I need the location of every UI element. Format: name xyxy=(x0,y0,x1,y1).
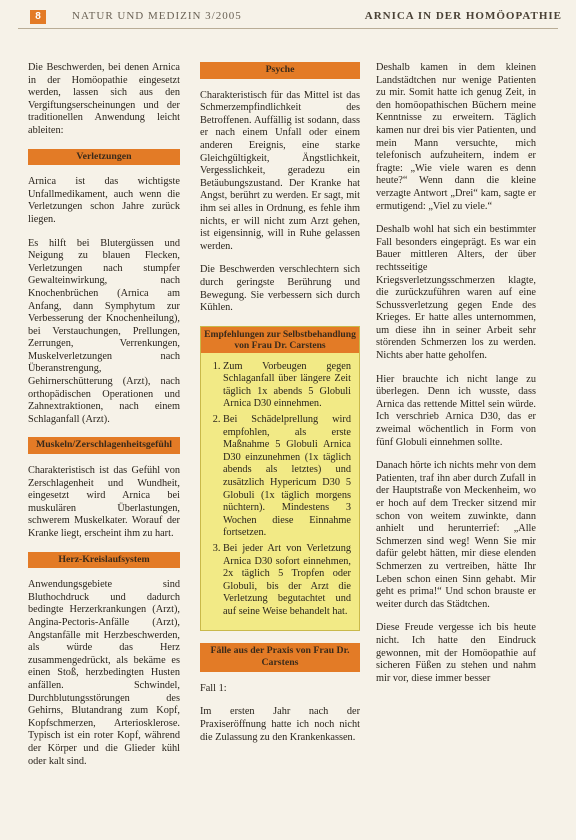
paragraph-freude: Diese Freude vergesse ich bis heute nicht. Ich hatte den Eindruck gewonnen, mit der Homöopathie auf sicheren Füßen zu stehen und nahm mir vor, diese immer besser xyxy=(376,622,536,684)
page-number: 8 xyxy=(30,10,46,24)
heading-verletzungen: Verletzungen xyxy=(28,149,180,166)
header-rule xyxy=(18,28,558,29)
column-2 xyxy=(200,62,360,755)
page-header xyxy=(0,0,576,28)
paragraph-praxis: Deshalb kamen in dem kleinen Landstädtchen nur wenige Patienten zu mir. Somit hatte ich genug Zeit, in den homöopathischen Büchern meine Kenntnisse zu erweitern. Täglich kamen nur drei bis vier Patienten, und mein Mann versuchte, mich telefonisch aufzuheitern, indem er fragte: „Wie viele waren es denn heute?“ Wenn dann die kleine verzagte Antwort „Drei“ kam, sagte er ermutigend: „Viel zu viele.“ xyxy=(376,62,536,212)
paragraph-unfall: Arnica ist das wichtigste Unfallmedikament, auch wenn die Verletzungen schon Jahre zurück liegen. xyxy=(28,176,180,225)
recommendation-list xyxy=(207,361,351,619)
paragraph-bauer: Deshalb wohl hat sich ein bestimmter Fall besonders eingeprägt. Es war ein Bauer mittleren Alters, der über rechtsseitige Kriegsverletzungsschmerzen klagte, die zurückzuführen waren auf eine Schussverletzung gegen Ende des Krieges. Er hatte alles unternommen, um diese ihn in seiner Arbeit sehr störenden Schmerzen los zu werden. Nichts aber hatte geholfen. xyxy=(376,224,536,362)
recommendation-box xyxy=(200,326,360,631)
heading-psyche: Psyche xyxy=(200,62,360,79)
heading-muskeln: Muskeln/Zerschlagenheitsgefühl xyxy=(28,437,180,454)
section-title: ARNICA IN DER HOMÖOPATHIE xyxy=(364,10,562,22)
paragraph-arnica-d30: Hier brauchte ich nicht lange zu überlegen. Denn ich wusste, dass Arnica das rettende Mittel sein würde. Ich verschrieb Arnica D30, das er zweimal wöchentlich in Form von fünf Globuli einnehmen sollte. xyxy=(376,373,536,448)
column-1 xyxy=(28,62,180,779)
paragraph-trecker: Danach hörte ich nichts mehr von dem Patienten, traf ihn aber durch Zufall in der Hauptstraße von Meckenheim, wo er hoch auf dem Trecker sitzend mir schon von weitem zuwinkte, dann anhielt und herunterrief: „Alle Schmerzen sind weg! Wenn Sie mir dafür gelebt hätten, mir diese elenden Schmerzen zu vertreiben, hätte Ihr Leben schon einen Sinn gehabt. Mir geht es prima!“ Und schon brauste er weiter durch das Städtchen. xyxy=(376,460,536,610)
paragraph-herz: Anwendungsgebiete sind Bluthochdruck und dadurch bedingte Herzerkrankungen (Arzt), Angina-Pectoris-Anfälle (Arzt), Angstanfälle mit Herzbeschwerden, als würde das Herz zusammengedrückt, als bekäme es einen Stoß, herzbedingten Husten anfällen. Schwindel, Durchblutungsstörungen des Gehirns, Blutandrang zum Kopf, Kopfschmerzen, Arteriosklerose. Typisch ist ein roter Kopf, während der Körper und die Glieder kühl oder kalt sind. xyxy=(28,579,180,767)
heading-herz-kreislauf: Herz-Kreislaufsystem xyxy=(28,552,180,569)
paragraph-psyche: Charakteristisch für das Mittel ist das Schmerzempfindlichkeit des Betroffenen. Auffällig ist sodann, dass er nach einem Unfall oder einem anderen Ereignis, eine starke Gleichgültigkeit, Ängstlichkeit, Vergesslichkeit, geradezu ein Betäubungszustand. Der Kranke hat Angst, berührt zu werden. Er sagt, mit ihm sei alles in Ordnung, es fehle ihm nichts, er will nicht zum Arzt gehen, ist eigensinnig, will in Ruhe gelassen werden. xyxy=(200,89,360,252)
recommendation-item: 1. Zum Vorbeugen gegen Schlaganfall über längere Zeit täglich 1x abends 5 Globuli Arnica D30 einnehmen. xyxy=(223,361,351,411)
intro-paragraph: Die Beschwerden, bei denen Arnica in der Homöopathie eingesetzt werden, lassen sich aus den Vergiftungserscheinungen und der traditionellen Anwendung leicht ableiten: xyxy=(28,62,180,136)
recommendation-item: 3. Bei jeder Art von Verletzung Arnica D30 sofort einnehmen, 2x täglich 5 Tropfen oder Globuli, bis der Arzt die Verletzung begutachtet und auf seine Weise behandelt hat. xyxy=(223,543,351,619)
paragraph-bluterguss: Es hilft bei Blutergüssen und Neigung zu blauen Flecken, Verletzungen nach stumpfer Gewalteinwirkung, nach Knochenbrüchen (Arnica am Anfang, dann Symphytum zur Verbesserung der Knochenheilung), bei Verstauchungen, Prellungen, Zerrungen, Verrenkungen, Muskelverletzungen nach Überanstrengung, Gehirnerschütterung (Arzt), nach orthopädischen Operationen und Zahnextraktionen, nach einem Schlaganfall (Arzt). xyxy=(28,237,180,425)
paragraph-beschwerden: Die Beschwerden verschlechtern sich durch geringste Berührung und Bewegung. Sie verbessern sich durch Kühlen. xyxy=(200,264,360,314)
recommendation-item: 2. Bei Schädelprellung wird empfohlen, als erste Maßnahme 5 Globuli Arnica D30 einzunehmen (1x täglich abends als letztes) und zusätzlich Hypericum D30 5 Globuli (1x täglich morgens nüchtern). Mindestens 3 Wochen diese Einnahme fortsetzen. xyxy=(223,414,351,540)
recommendation-title: Empfehlungen zur Selbstbehandlung von Frau Dr. Carstens xyxy=(201,327,359,353)
heading-praxisfaelle: Fälle aus der Praxis von Frau Dr. Carstens xyxy=(200,643,360,672)
column-3 xyxy=(376,62,536,696)
journal-title: NATUR UND MEDIZIN 3/2005 xyxy=(72,10,242,22)
case-title: Fall 1: xyxy=(200,682,227,694)
paragraph-muskeln: Charakteristisch ist das Gefühl von Zerschlagenheit und Wundheit, eingesetzt wird Arnica bei muskulären Überlastungen, schwerem Muskelkater. Worauf der Kranke liegt, erscheint ihm zu hart. xyxy=(28,465,180,539)
case-text: Im ersten Jahr nach der Praxiseröffnung hatte ich noch nicht die Zulassung zu den Krankenkassen. xyxy=(200,706,360,743)
